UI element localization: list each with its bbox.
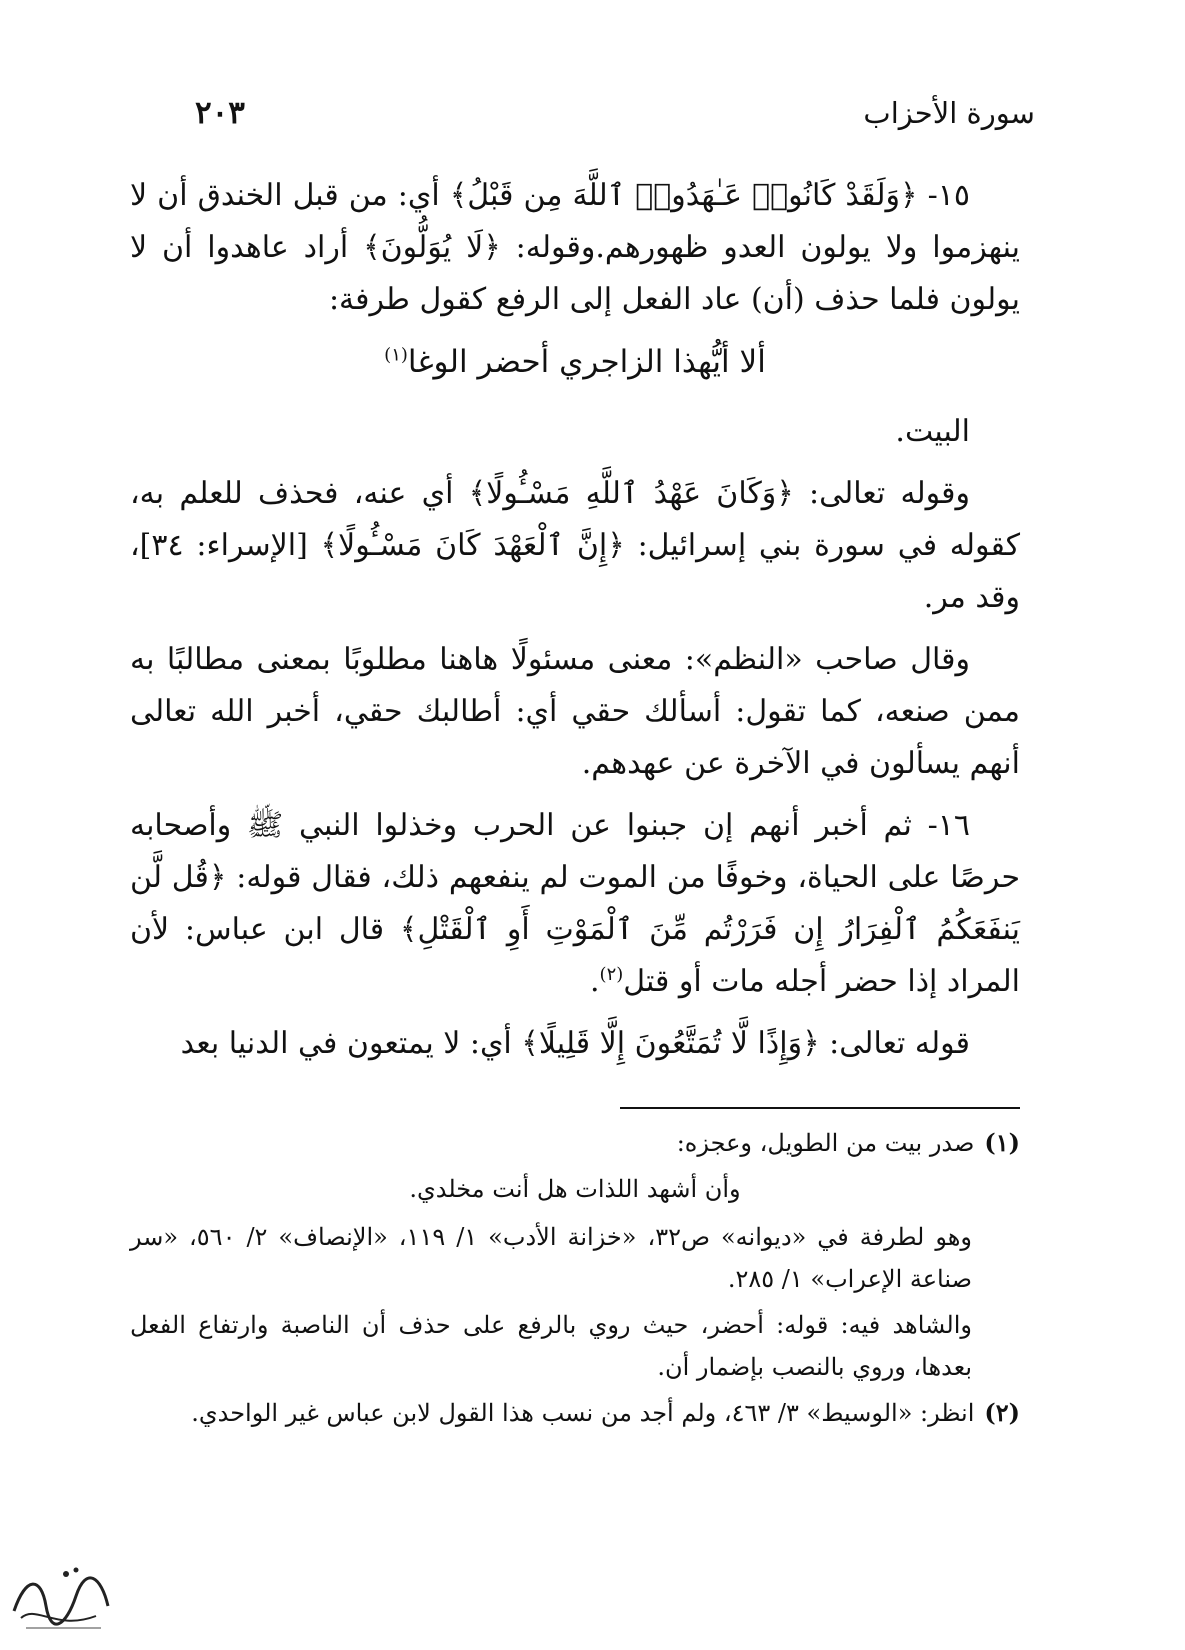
paragraph-text: ١٥- ﴿وَلَقَدْ كَانُوا۟ عَـٰهَدُوا۟ ٱللَّهَ مِن قَبْلُ﴾ أي: من قبل الخندق أن لا ينهزموا ولا يولون العدو ظهورهم.وقوله: ﴿لَا يُوَلُّونَ﴾ أراد عاهدوا أن لا يولون فلما حذف (أن) عاد الفعل إلى الرفع كقول طرفة: (130, 178, 1020, 317)
footnote-marker-2[interactable]: (٢) (599, 964, 624, 985)
footnotes (130, 1122, 1020, 1438)
footnote-2 (130, 1392, 1020, 1434)
paragraph-text: وقال صاحب «النظم»: معنى مسئولًا هاهنا مطلوبًا بمعنى مطالبًا به ممن صنعه، كما تقول: أسألك حقي أي: أطالبك حقي، أخبر الله تعالى أنهم يسألون في الآخرة عن عهدهم. (130, 642, 1020, 781)
footnote-divider (620, 1107, 1020, 1109)
running-header (195, 88, 1035, 138)
footnote-text: وهو لطرفة في «ديوانه» ص٣٢، «خزانة الأدب» ١/ ١١٩، «الإنصاف» ٢/ ٥٦٠، «سر صناعة الإعراب» ١/ ٢٨٥. (130, 1223, 972, 1293)
paragraph-text: ١٦- ثم أخبر أنهم إن جبنوا عن الحرب وخذلوا النبي ﷺ وأصحابه حرصًا على الحياة، وخوفًا من الموت لم ينفعهم ذلك، فقال قوله: ﴿قُل لَّن يَنفَعَكُمُ ٱلْفِرَارُ إِن فَرَرْتُم مِّنَ ٱلْمَوْتِ أَوِ ٱلْقَتْلِ﴾ قال ابن عباس: لأن المراد إذا حضر أجله مات أو قتل (130, 808, 1020, 999)
page-number: ٢٠٣ (195, 95, 245, 131)
library-stamp-icon (6, 1556, 116, 1636)
paragraph-verse-15 (130, 170, 1020, 326)
footnote-1 (130, 1122, 1020, 1164)
footnote-verse-text: وأن أشهد اللذات هل أنت مخلدي. (409, 1175, 741, 1203)
paragraph-ahd (130, 468, 1020, 624)
footnote-shahid (130, 1304, 1020, 1388)
paragraph-verse-16 (130, 800, 1020, 1008)
paragraph-verse-16-cont (130, 1018, 1020, 1070)
poetry-verse (130, 336, 1020, 388)
footnote-text: والشاهد فيه: قوله: أحضر، حيث روي بالرفع على حذف أن الناصبة وارتفاع الفعل بعدها، وروي بالنصب بإضمار أن. (130, 1311, 972, 1381)
paragraph-text: البيت. (895, 414, 970, 449)
paragraph-bayt (130, 406, 1020, 458)
main-text (130, 170, 1020, 1080)
footnote-marker-1[interactable]: (١) (384, 344, 408, 366)
footnote-text: صدر بيت من الطويل، وعجزه: (676, 1129, 975, 1157)
footnote-number: (١) (984, 1128, 1020, 1157)
footnote-sources (130, 1216, 1020, 1300)
footnote-verse (130, 1168, 1020, 1210)
verse-text: ألا أيُّهذا الزاجري أحضر الوغا (407, 344, 766, 380)
paragraph-nazm (130, 634, 1020, 790)
paragraph-text: قوله تعالى: ﴿وَإِذًا لَّا تُمَتَّعُونَ إِلَّا قَلِيلًا﴾ أي: لا يمتعون في الدنيا بعد (180, 1026, 970, 1061)
paragraph-text: وقوله تعالى: ﴿وَكَانَ عَهْدُ ٱللَّهِ مَسْـُٔولًا﴾ أي عنه، فحذف للعلم به، كقوله في سورة بني إسرائيل: ﴿إِنَّ ٱلْعَهْدَ كَانَ مَسْـُٔولًا﴾ [الإسراء: ٣٤]، وقد مر. (130, 476, 1020, 615)
footnote-text: انظر: «الوسيط» ٣/ ٤٦٣، ولم أجد من نسب هذا القول لابن عباس غير الواحدي. (191, 1399, 975, 1427)
paragraph-end: . (590, 964, 600, 999)
surah-title: سورة الأحزاب (863, 96, 1035, 130)
footnote-number: (٢) (984, 1398, 1020, 1427)
stamp-logo-graphic (6, 1556, 116, 1636)
